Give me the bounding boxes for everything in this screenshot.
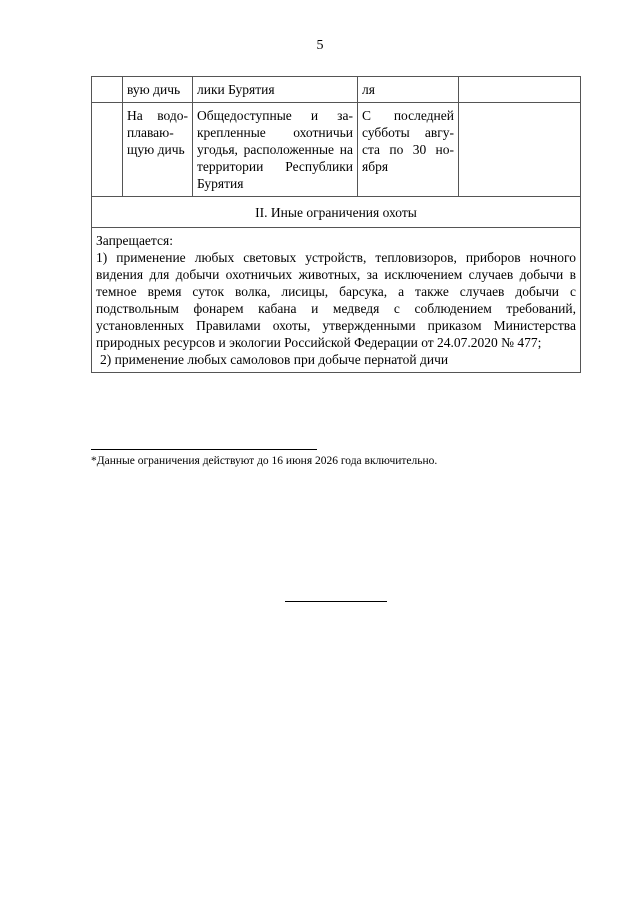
document-end-line (285, 601, 387, 602)
page-number: 5 (316, 38, 324, 53)
row-number-cell (92, 77, 123, 103)
species-cell: На водоплавающую дичь (123, 103, 193, 197)
hunting-regulations-table (91, 76, 581, 373)
period-cell: С последней субботы августа по 30 ноября (358, 103, 459, 197)
footnote: *Данные ограничения действуют до 16 июня 2026 года включительно. (91, 455, 438, 467)
prohibitions-intro: Запрещается: (96, 233, 173, 248)
section-title: II. Иные ограничения охоты (92, 197, 581, 228)
territory-cell: Общедоступные и закрепленные охотничьи угодья, расположенные на территории Республики Бурятия (193, 103, 358, 197)
note-cell (459, 77, 581, 103)
species-cell: вую дичь (123, 77, 193, 103)
row-number-cell (92, 103, 123, 197)
territory-cell: лики Бурятия (193, 77, 358, 103)
prohibition-item-1: 1) применение любых световых устройств, тепловизоров, приборов ночного видения для добычи охотничьих животных, за исключением случаев добычи в темное время суток волка, лисицы, барсука, а также случаев добычи с подствольным фонарем кабана и медведя с соблюдением требований, установленных Правилами охоты, утвержденными приказом Министерства природных ресурсов и экологии Российской Федерации от 24.07.2020 № 477; (96, 250, 576, 350)
prohibitions-cell (92, 228, 581, 373)
period-cell: ля (358, 77, 459, 103)
table-row (92, 77, 581, 103)
table-row (92, 103, 581, 197)
prohibition-item-2: 2) применение любых самоловов при добыче пернатой дичи (100, 352, 449, 367)
section-heading-row (92, 197, 581, 228)
footnote-separator (91, 449, 317, 450)
prohibitions-row (92, 228, 581, 373)
note-cell (459, 103, 581, 197)
